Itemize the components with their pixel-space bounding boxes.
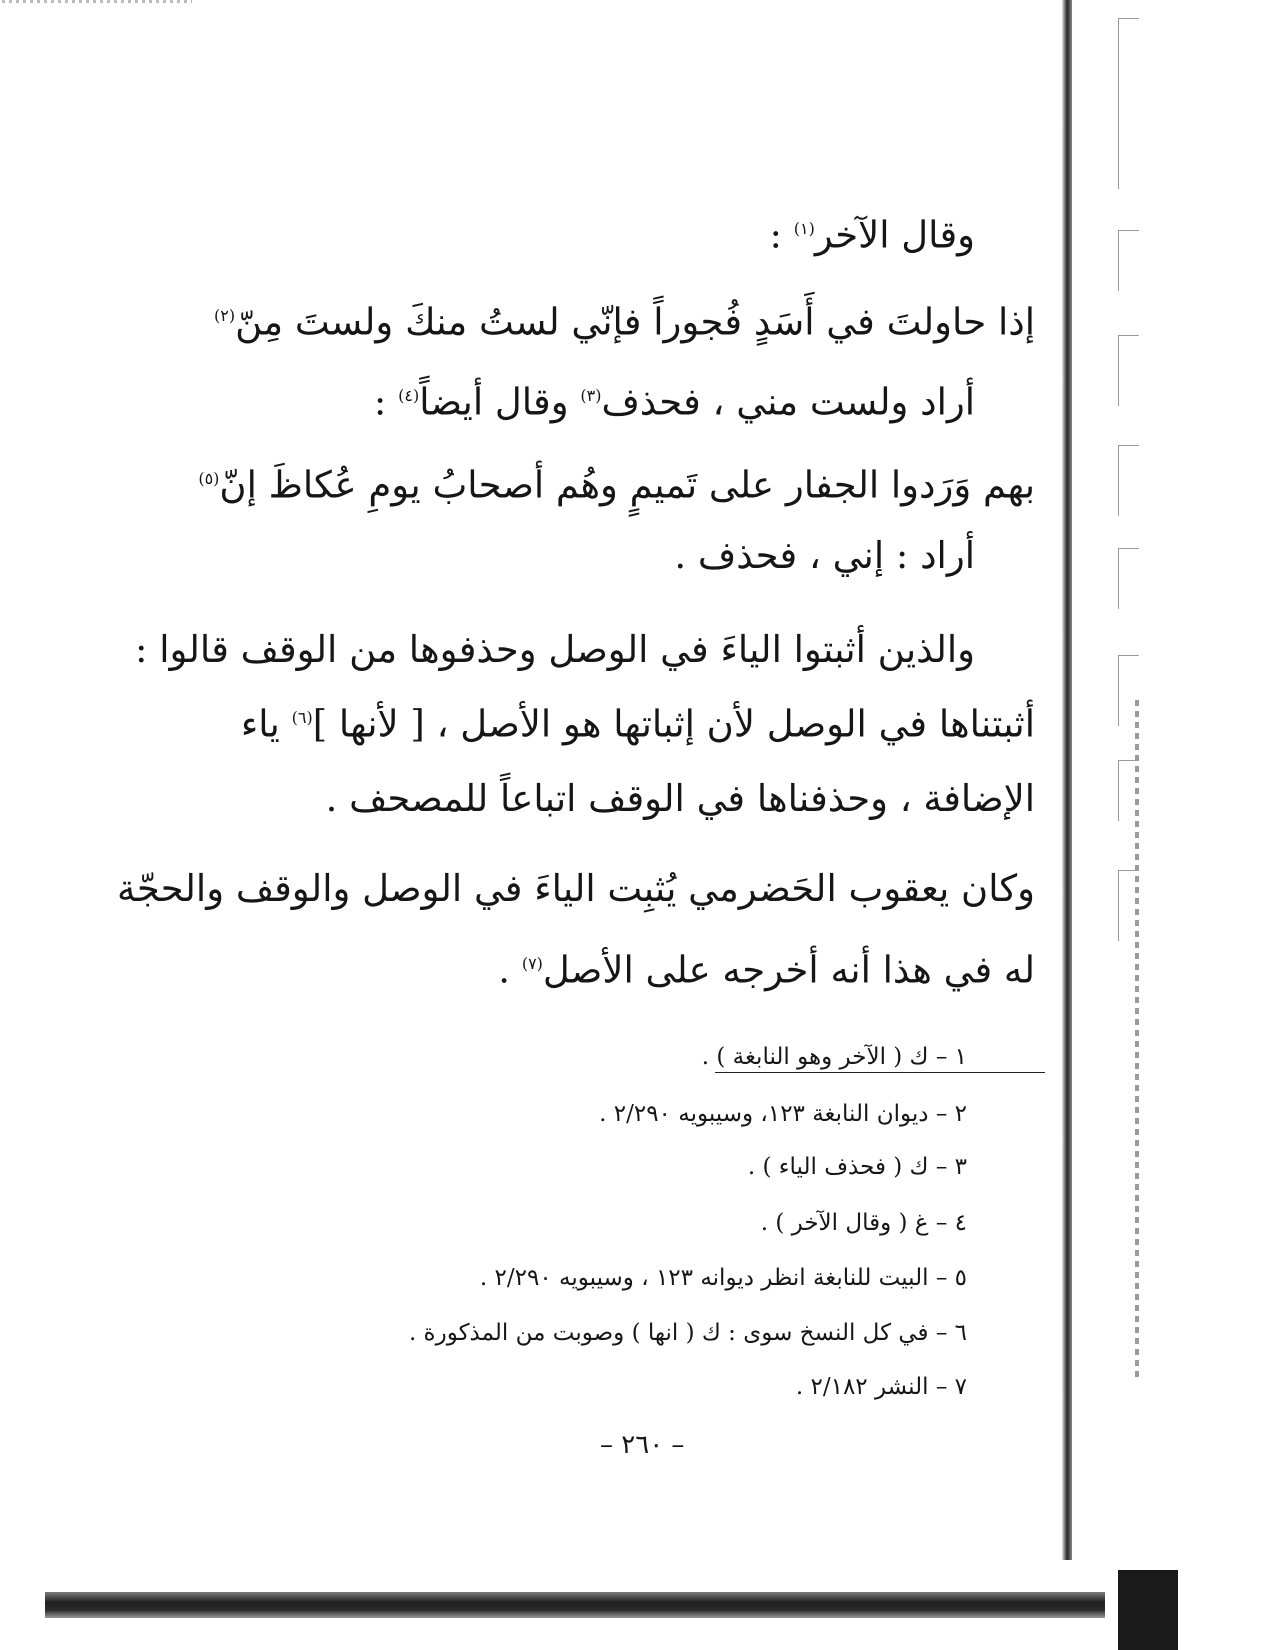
footnote-ref-6: (٦) (291, 708, 313, 727)
line-1-text: وقال الآخر (814, 213, 975, 257)
line-1-colon: : (769, 213, 794, 257)
scan-mark (1118, 548, 1139, 609)
line-7-suffix: ياء (240, 702, 292, 746)
scan-mark (1118, 230, 1139, 291)
footnote-ref-4: (٤) (398, 386, 420, 405)
line-3-colon: : (373, 380, 399, 424)
line-5-text: أراد : إني ، فحذف . (674, 534, 975, 577)
line-8-text: الإضافة ، وحذفناها في الوقف اتباعاً للمصحف . (325, 777, 1035, 820)
line-6-text: والذين أثبتوا الياءَ في الوصل وحذفوها من الوقف قالوا : (135, 628, 975, 671)
text-line-7 (241, 694, 1035, 748)
scan-corner-shadow (1118, 1570, 1178, 1650)
text-line-9 (117, 865, 1035, 913)
footnote-ref-1: (١) (793, 219, 815, 238)
scan-mark (1118, 445, 1139, 516)
footnote-2: ٢ – ديوان النابغة ١٢٣، وسيبويه ٢/٢٩٠ . (599, 1101, 967, 1127)
text-line-1 (770, 205, 975, 259)
footnote-separator (715, 1072, 1045, 1073)
text-line-3 (374, 372, 975, 426)
text-line-5 (674, 532, 975, 580)
scan-mark (1118, 18, 1139, 189)
verse-1-text: إذا حاولتَ في أَسَدٍ فُجوراً فإنّي لستُ منكَ ولستَ مِنّ (235, 300, 1035, 344)
line-9-text: وكان يعقوب الحَضرمي يُثبِت الياءَ في الوصل والوقف والحجّة (117, 867, 1035, 910)
text-line-10 (498, 940, 1035, 994)
scan-edge-marks (2, 0, 192, 3)
footnote-4: ٤ – غ ( وقال الآخر ) . (760, 1210, 967, 1236)
verse-line-1 (214, 292, 1035, 346)
verse-2-text: بهم وَرَدوا الجفار على تَميمٍ وهُم أصحابُ يومِ عُكاظَ إنّ (219, 463, 1035, 507)
line-3-mid: وقال أيضاً (419, 380, 581, 424)
footnote-ref-7: (٧) (521, 954, 543, 973)
scan-edge-dashes (1135, 700, 1139, 1380)
book-spine-shadow (1062, 0, 1072, 1560)
verse-line-2 (198, 455, 1035, 509)
line-3-text: أراد ولست مني ، فحذف (601, 380, 975, 424)
footnote-ref-2: (٢) (213, 306, 236, 325)
page-number: – ٢٦٠ – (600, 1430, 685, 1460)
line-10-period: . (498, 948, 522, 992)
footnote-ref-5: (٥) (198, 469, 220, 488)
text-line-6 (135, 626, 975, 674)
footnote-5: ٥ – البيت للنابغة انظر ديوانه ١٢٣ ، وسيبويه ٢/٢٩٠ . (479, 1265, 967, 1291)
footnote-3: ٣ – ك ( فحذف الياء ) . (747, 1154, 967, 1180)
scan-bottom-shadow (45, 1592, 1105, 1618)
footnote-6: ٦ – في كل النسخ سوى : ك ( انها ) وصوبت من المذكورة . (408, 1320, 967, 1346)
text-line-8 (326, 775, 1035, 823)
scan-mark (1118, 335, 1139, 406)
line-10-text: له في هذا أنه أخرجه على الأصل (542, 948, 1035, 992)
footnote-7: ٧ – النشر ٢/١٨٢ . (795, 1374, 967, 1400)
line-7-text: أثبتناها في الوصل لأن إثباتها هو الأصل ، [ لأنها ] (312, 702, 1035, 746)
footnote-1: ١ – ك ( الآخر وهو النابغة ) . (701, 1044, 967, 1070)
footnote-ref-3: (٣) (580, 386, 602, 405)
